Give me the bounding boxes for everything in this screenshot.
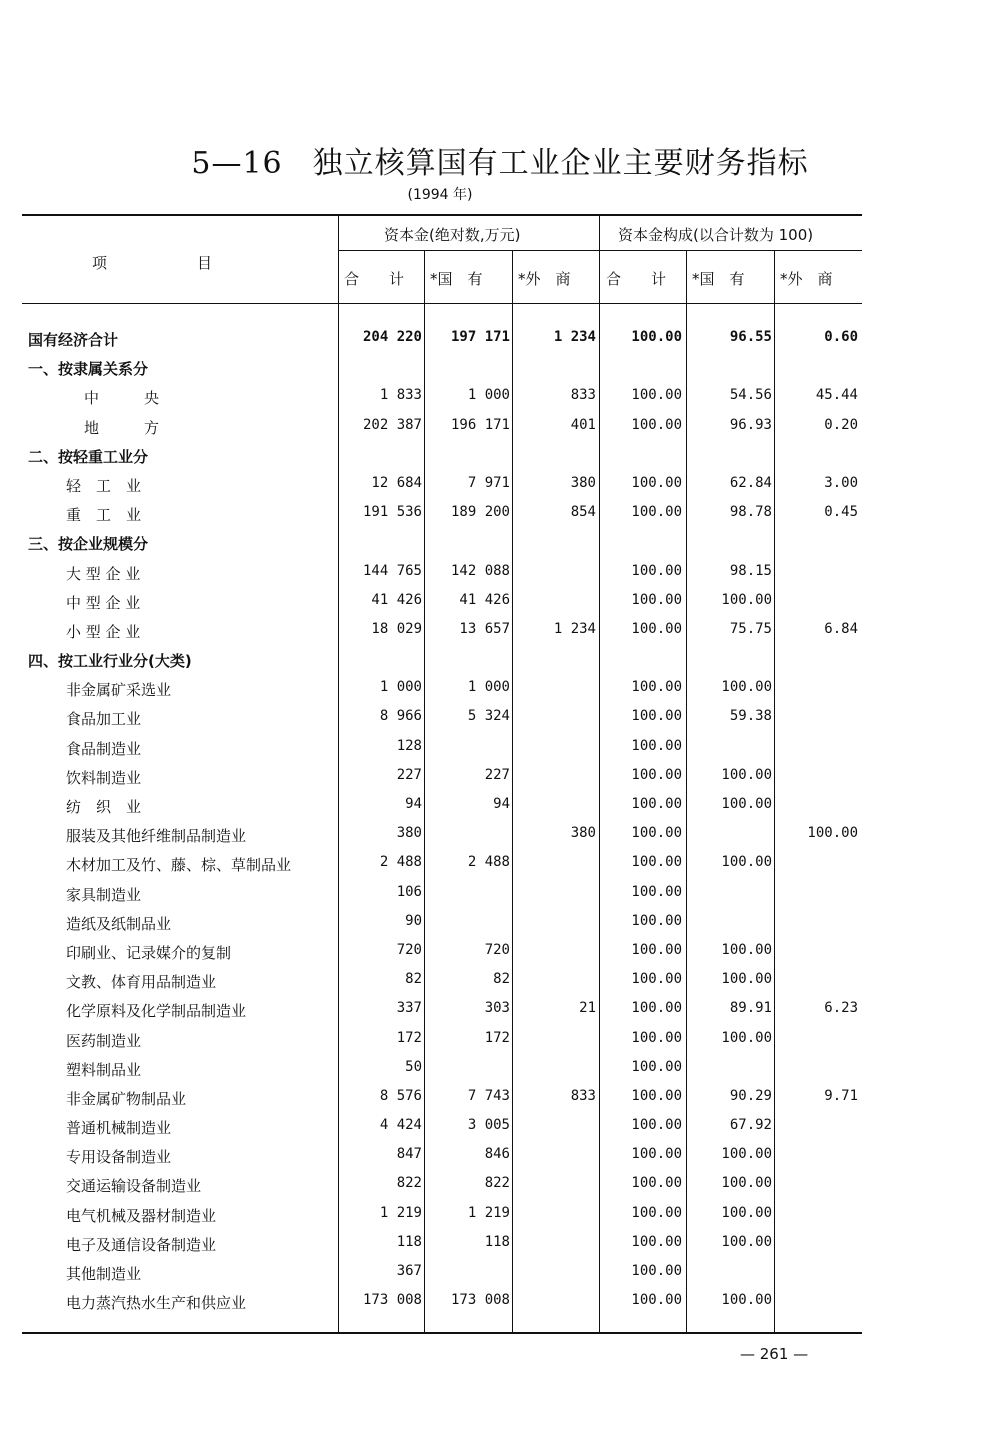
- table-cell: 367: [396, 1263, 422, 1279]
- table-cell: 0.20: [824, 416, 858, 433]
- table-row: [22, 527, 862, 556]
- table-cell: 98.15: [729, 562, 772, 579]
- table-cell: 90.29: [729, 1087, 772, 1104]
- table-row: [22, 1257, 862, 1286]
- table-cell: 100.00: [807, 825, 858, 842]
- row-label: 造纸及纸制品业: [66, 914, 172, 933]
- table-row: [22, 819, 862, 848]
- page-number: — 261 —: [740, 1345, 809, 1363]
- table-cell: 1 234: [553, 329, 596, 345]
- table-cell: 227: [484, 766, 510, 783]
- table-row: [22, 1082, 862, 1111]
- table-cell: 380: [570, 474, 596, 491]
- subheader-total: 合 计: [606, 270, 667, 288]
- table-cell: 100.00: [721, 796, 772, 812]
- row-label: 普通机械制造业: [66, 1119, 172, 1138]
- subheader-foreign: *外 商: [518, 270, 571, 288]
- table-row: [22, 1169, 862, 1198]
- table-cell: 6.84: [824, 620, 858, 637]
- table-cell: 1 000: [467, 679, 510, 696]
- table-row: [22, 702, 862, 731]
- table-cell: 100.00: [631, 971, 682, 988]
- table-cell: 100.00: [631, 883, 682, 900]
- table-row: [22, 1286, 862, 1315]
- table-row: [22, 878, 862, 907]
- capital-absolute-header: 资本金(绝对数,万元): [384, 226, 521, 244]
- table-row: [22, 936, 862, 965]
- table-cell: 82: [493, 971, 510, 988]
- table-cell: 100.00: [721, 1292, 772, 1309]
- subheader-state: *国 有: [430, 270, 483, 288]
- table-number: 5—16: [191, 146, 283, 181]
- table-cell: 1 234: [553, 620, 596, 637]
- row-label: 塑料制品业: [66, 1060, 142, 1079]
- subheader-state: *国 有: [692, 270, 745, 288]
- table-cell: 100.00: [631, 1058, 682, 1075]
- table-cell: 118: [484, 1233, 510, 1250]
- table-cell: 100.00: [721, 1146, 772, 1163]
- table-cell: 173 008: [450, 1292, 510, 1309]
- table-cell: 118: [396, 1233, 422, 1250]
- table-cell: 100.00: [631, 1204, 682, 1221]
- table-row: [22, 848, 862, 877]
- table-title: 独立核算国有工业企业主要财务指标: [312, 146, 809, 181]
- table-cell: 1 219: [467, 1204, 510, 1221]
- page-title: [0, 138, 1000, 182]
- table-cell: 100.00: [721, 1029, 772, 1046]
- row-label: 小 型 企 业: [66, 622, 141, 641]
- table-cell: 846: [484, 1146, 510, 1163]
- table-row: [22, 586, 862, 615]
- table-row: [22, 673, 862, 702]
- item-column-header: 项 目: [92, 254, 213, 272]
- row-label: 电子及通信设备制造业: [66, 1235, 217, 1254]
- table-cell: 90: [405, 912, 422, 929]
- table-row: [22, 440, 862, 469]
- row-label: 非金属矿采选业: [66, 681, 172, 700]
- table-cell: 98.78: [729, 504, 772, 521]
- row-label: 中 央: [84, 389, 160, 408]
- table-cell: 100.00: [631, 708, 682, 725]
- table-cell: 100.00: [631, 1000, 682, 1017]
- table-cell: 100.00: [631, 620, 682, 637]
- row-label: 印刷业、记录媒介的复制: [66, 943, 232, 962]
- table-cell: 172: [396, 1029, 422, 1046]
- row-label: 其他制造业: [66, 1265, 142, 1283]
- row-label: 电力蒸汽热水生产和供应业: [66, 1294, 247, 1313]
- table-cell: 197 171: [450, 329, 510, 345]
- table-cell: 94: [493, 796, 510, 812]
- table-cell: 62.84: [729, 474, 772, 491]
- table-cell: 100.00: [631, 1146, 682, 1163]
- table-row: [22, 469, 862, 498]
- table-row: [22, 1024, 862, 1053]
- table-row: [22, 732, 862, 761]
- table-cell: 100.00: [631, 766, 682, 783]
- table-cell: 3.00: [824, 474, 858, 491]
- table-cell: 6.23: [824, 1000, 858, 1017]
- table-cell: 82: [405, 971, 422, 988]
- table-cell: 100.00: [721, 766, 772, 783]
- table-cell: 142 088: [450, 562, 510, 579]
- table-cell: 54.56: [729, 387, 772, 404]
- table-cell: 50: [405, 1058, 422, 1075]
- table-cell: 100.00: [631, 416, 682, 433]
- table-cell: 100.00: [631, 1117, 682, 1134]
- table-cell: 21: [579, 1000, 596, 1017]
- table-cell: 3 005: [467, 1117, 510, 1134]
- table-cell: 337: [396, 1000, 422, 1017]
- table-row: [22, 323, 862, 352]
- row-label: 木材加工及竹、藤、棕、草制品业: [66, 856, 292, 875]
- table-cell: 7 743: [467, 1087, 510, 1104]
- table-cell: 59.38: [729, 708, 772, 725]
- table-cell: 106: [396, 883, 422, 900]
- table-cell: 8 576: [379, 1087, 422, 1104]
- table-cell: 822: [484, 1175, 510, 1192]
- row-label: 一、按隶属关系分: [28, 360, 149, 379]
- table-cell: 854: [570, 504, 596, 521]
- table-cell: 100.00: [631, 387, 682, 404]
- table-cell: 67.92: [729, 1117, 772, 1134]
- table-row: [22, 965, 862, 994]
- row-label: 交通运输设备制造业: [66, 1177, 202, 1196]
- table-cell: 100.00: [631, 1292, 682, 1309]
- row-label: 纺 织 业: [66, 798, 142, 816]
- table-cell: 833: [570, 1087, 596, 1104]
- table-cell: 100.00: [721, 1175, 772, 1192]
- row-label: 四、按工业行业分(大类): [28, 652, 192, 671]
- row-label: 重 工 业: [66, 506, 142, 525]
- table-cell: 380: [396, 825, 422, 842]
- table-cell: 41 426: [371, 591, 422, 608]
- table-cell: 94: [405, 796, 422, 812]
- table-cell: 100.00: [721, 971, 772, 988]
- header-rule: [22, 303, 862, 304]
- top-rule: [22, 214, 862, 216]
- table-cell: 100.00: [721, 1204, 772, 1221]
- table-row: [22, 644, 862, 673]
- table-year: (1994 年): [407, 187, 473, 203]
- table-cell: 100.00: [721, 591, 772, 608]
- table-cell: 100.00: [721, 679, 772, 696]
- table-cell: 100.00: [631, 1233, 682, 1250]
- table-cell: 173 008: [362, 1292, 422, 1309]
- row-label: 轻 工 业: [66, 476, 142, 495]
- table-row: [22, 498, 862, 527]
- row-label: 家具制造业: [66, 885, 142, 904]
- table-cell: 9.71: [824, 1087, 858, 1104]
- table-cell: 100.00: [631, 591, 682, 608]
- table-row: [22, 1053, 862, 1082]
- row-label: 食品制造业: [66, 739, 142, 758]
- table-cell: 189 200: [450, 504, 510, 521]
- table-row: [22, 1199, 862, 1228]
- table-cell: 720: [484, 941, 510, 958]
- table-cell: 847: [396, 1146, 422, 1163]
- row-label: 地 方: [84, 418, 160, 437]
- table-cell: 13 657: [459, 620, 510, 637]
- table-cell: 41 426: [459, 591, 510, 608]
- table-cell: 89.91: [729, 1000, 772, 1017]
- table-cell: 202 387: [362, 416, 422, 433]
- table-cell: 45.44: [815, 387, 858, 404]
- row-label: 医药制造业: [66, 1031, 142, 1050]
- table-cell: 100.00: [631, 737, 682, 754]
- table-cell: 100.00: [631, 796, 682, 812]
- table-cell: 196 171: [450, 416, 510, 433]
- row-label: 大 型 企 业: [66, 564, 141, 583]
- table-cell: 100.00: [631, 1087, 682, 1104]
- table-row: [22, 352, 862, 381]
- table-row: [22, 994, 862, 1023]
- subheader-total: 合 计: [344, 270, 405, 288]
- table-cell: 8 966: [379, 708, 422, 725]
- group-rule: [338, 250, 862, 251]
- table-body: [22, 323, 862, 1315]
- table-cell: 833: [570, 387, 596, 404]
- table-cell: 401: [570, 416, 596, 433]
- table-cell: 2 488: [467, 854, 510, 871]
- table-cell: 100.00: [631, 825, 682, 842]
- row-label: 专用设备制造业: [66, 1148, 172, 1167]
- row-label: 文教、体育用品制造业: [66, 973, 217, 992]
- table-cell: 380: [570, 825, 596, 842]
- table-cell: 0.60: [824, 329, 858, 345]
- table-cell: 100.00: [631, 854, 682, 871]
- bottom-rule: [22, 1332, 862, 1334]
- table-row: [22, 1140, 862, 1169]
- table-cell: 4 424: [379, 1117, 422, 1134]
- table-cell: 1 000: [379, 679, 422, 696]
- table-cell: 100.00: [631, 329, 682, 345]
- table-row: [22, 411, 862, 440]
- row-label: 二、按轻重工业分: [28, 447, 149, 466]
- table-cell: 100.00: [631, 679, 682, 696]
- table-cell: 100.00: [631, 562, 682, 579]
- table-row: [22, 761, 862, 790]
- table-row: [22, 381, 862, 410]
- table-cell: 5 324: [467, 708, 510, 725]
- table-row: [22, 615, 862, 644]
- table-row: [22, 557, 862, 586]
- table-cell: 1 219: [379, 1204, 422, 1221]
- table-cell: 12 684: [371, 474, 422, 491]
- table-cell: 100.00: [631, 1029, 682, 1046]
- table-cell: 303: [484, 1000, 510, 1017]
- row-label: 化学原料及化学制品制造业: [66, 1002, 247, 1021]
- table-cell: 100.00: [631, 1263, 682, 1279]
- table-row: [22, 1111, 862, 1140]
- table-cell: 720: [396, 941, 422, 958]
- table-cell: 100.00: [721, 1233, 772, 1250]
- table-cell: 18 029: [371, 620, 422, 637]
- row-label: 三、按企业规模分: [28, 535, 149, 554]
- table-row: [22, 907, 862, 936]
- table-cell: 96.93: [729, 416, 772, 433]
- table-cell: 172: [484, 1029, 510, 1046]
- row-label: 饮料制造业: [66, 768, 142, 787]
- table-cell: 100.00: [631, 1175, 682, 1192]
- capital-structure-header: 资本金构成(以合计数为 100): [618, 226, 814, 244]
- table-cell: 7 971: [467, 474, 510, 491]
- table-cell: 100.00: [721, 941, 772, 958]
- table-cell: 100.00: [721, 854, 772, 871]
- table-row: [22, 790, 862, 819]
- table-cell: 191 536: [362, 504, 422, 521]
- table-cell: 100.00: [631, 474, 682, 491]
- table-cell: 1 833: [379, 387, 422, 404]
- table-cell: 96.55: [729, 329, 772, 345]
- row-label: 电气机械及器材制造业: [66, 1206, 217, 1225]
- table-row: [22, 1228, 862, 1257]
- table-cell: 227: [396, 766, 422, 783]
- row-label: 中 型 企 业: [66, 593, 141, 612]
- table-cell: 2 488: [379, 854, 422, 871]
- table-cell: 204 220: [362, 329, 422, 345]
- row-label: 国有经济合计: [28, 331, 119, 349]
- table-cell: 128: [396, 737, 422, 754]
- table-cell: 75.75: [729, 620, 772, 637]
- table-cell: 1 000: [467, 387, 510, 404]
- row-label: 食品加工业: [66, 710, 142, 729]
- subheader-foreign: *外 商: [780, 270, 833, 288]
- row-label: 非金属矿物制品业: [66, 1089, 187, 1108]
- table-cell: 100.00: [631, 912, 682, 929]
- table-cell: 100.00: [631, 504, 682, 521]
- table-cell: 822: [396, 1175, 422, 1192]
- table-cell: 0.45: [824, 504, 858, 521]
- table-cell: 100.00: [631, 941, 682, 958]
- table-cell: 144 765: [362, 562, 422, 579]
- row-label: 服装及其他纤维制品制造业: [66, 827, 247, 846]
